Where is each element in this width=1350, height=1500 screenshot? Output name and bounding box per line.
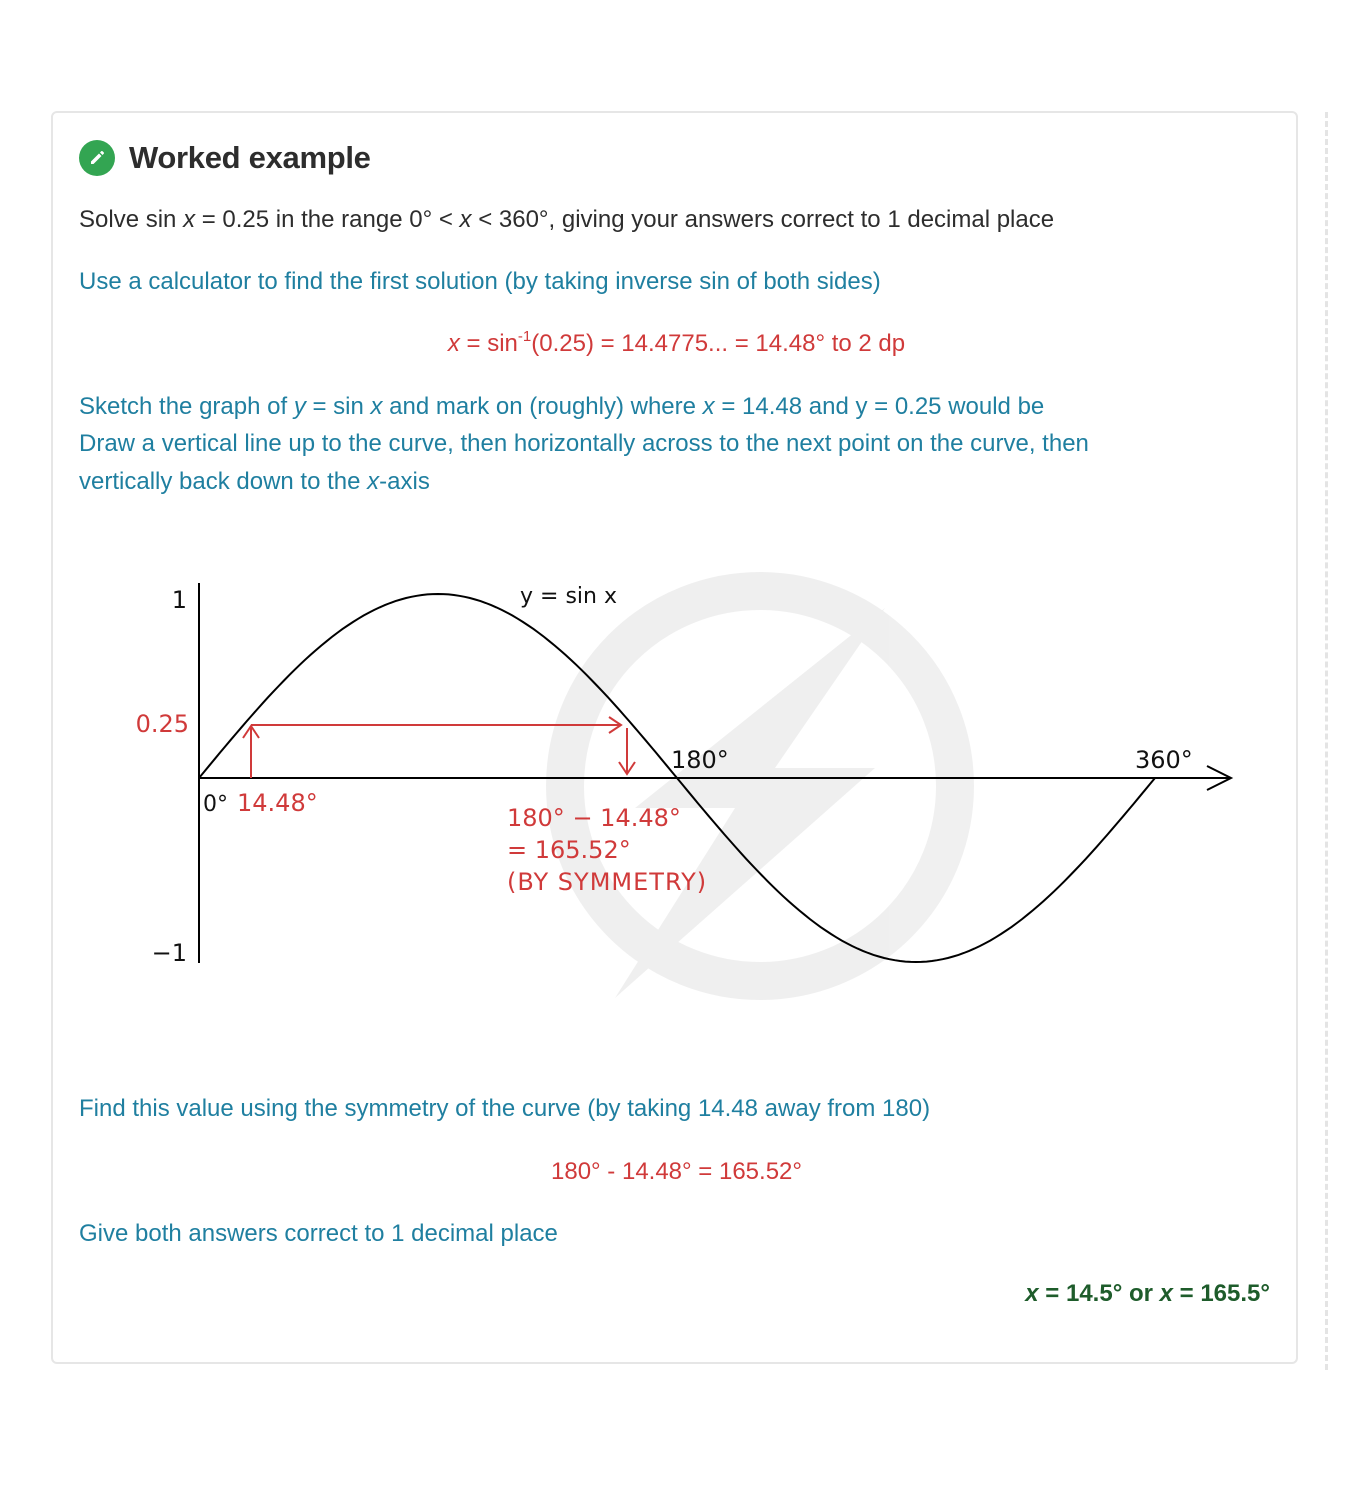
symmetry-note-1: 180° − 14.48° <box>507 804 681 832</box>
step-sketch: Sketch the graph of y = sin x and mark on (roughly) where x = 14.48 and y = 0.25 would be <box>79 393 1045 420</box>
final-answer: x = 14.5° or x = 165.5° <box>1025 1280 1270 1307</box>
y-mark-0-25: 0.25 <box>135 710 189 738</box>
step-sketch-line3: vertically back down to the x-axis <box>79 468 430 495</box>
card-header <box>79 140 371 176</box>
calc-second-solution: 180° - 14.48° = 165.52° <box>551 1158 802 1185</box>
watermark-logo <box>565 591 955 998</box>
step-symmetry: Find this value using the symmetry of the curve (by taking 14.48 away from 180) <box>79 1095 931 1122</box>
step-sketch-line2: Draw a vertical line up to the curve, then horizontally across to the next point on the curve, then <box>79 430 1089 457</box>
card-title: Worked example <box>129 140 371 175</box>
symmetry-note-3: (BY SYMMETRY) <box>507 868 708 896</box>
question-text: Solve sin x = 0.25 in the range 0° < x < 360°, giving your answers correct to 1 decimal place <box>79 206 1055 233</box>
curve-label: y = sin x <box>520 584 617 609</box>
sine-graph <box>115 568 1245 1018</box>
x-tick-360: 360° <box>1135 746 1193 774</box>
first-solution-label: 14.48° <box>237 789 318 817</box>
dashed-divider <box>1325 112 1328 1370</box>
step-calculator: Use a calculator to find the first solution (by taking inverse sin of both sides) <box>79 268 881 295</box>
x-tick-180: 180° <box>671 746 729 774</box>
calc-first-solution: $x = \sin^{-1}(0.25) = 14.4775$... = 14.48° to 2 dp <box>447 328 906 357</box>
symmetry-note-2: = 165.52° <box>507 836 631 864</box>
y-tick-minus-1: −1 <box>151 939 187 967</box>
pencil-icon <box>79 140 115 176</box>
y-tick-1: 1 <box>171 586 187 614</box>
step-rounding: Give both answers correct to 1 decimal place <box>79 1220 558 1247</box>
worked-example-card <box>51 111 1298 1364</box>
origin-label: 0° <box>203 792 228 817</box>
